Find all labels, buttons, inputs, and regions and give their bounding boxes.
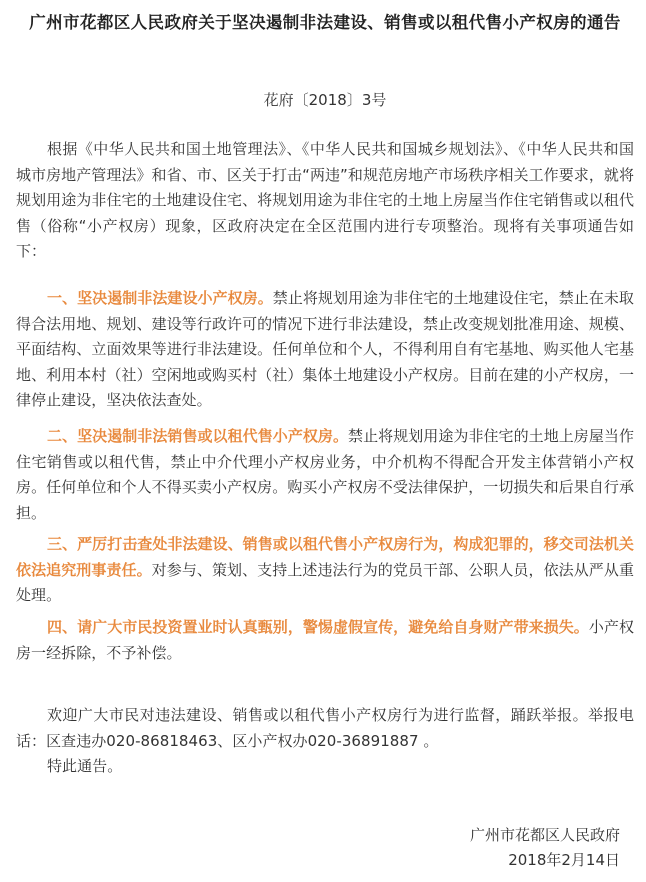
section-2-heading: 二、坚决遏制非法销售或以租代售小产权房。 xyxy=(47,427,349,445)
section-2-body: 禁止将规划用途为非住宅的土地上房屋当作住宅销售或以租代售，禁止中介代理小产权房业务，中介机构不得配合开发主体营销小产权房。任何单位和个人不得买卖小产权房。购买小产权房不受法律保护，一切损失和后果自行承担。 xyxy=(16,427,634,522)
section-1-heading: 一、坚决遏制非法建设小产权房。 xyxy=(47,289,273,307)
section-4-body: 小产权房一经拆除，不予补偿。 xyxy=(16,618,634,662)
section-2 xyxy=(16,424,634,526)
signature-date: 2018年2月14日 xyxy=(508,851,620,869)
closing-text: 特此通告。 xyxy=(47,757,123,775)
page-title: 广州市花都区人民政府关于坚决遏制非法建设、销售或以租代售小产权房的通告 xyxy=(29,13,621,32)
document-number: 花府〔2018〕3号 xyxy=(263,91,387,109)
section-3-heading: 三、严厉打击查处非法建设、销售或以租代售小产权房行为，构成犯罪的，移交司法机关依法追究刑事责任。 xyxy=(16,535,634,579)
section-4-heading: 四、请广大市民投资置业时认真甄别，警惕虚假宣传，避免给自身财产带来损失。 xyxy=(47,618,589,636)
report-paragraph: 欢迎广大市民对违法建设、销售或以租代售小产权房行为进行监督，踊跃举报。举报电话：区查违办020-86818463、区小产权办020-36891887 。 xyxy=(16,706,634,750)
intro-paragraph: 根据《中华人民共和国土地管理法》、《中华人民共和国城乡规划法》、《中华人民共和国城市房地产管理法》和省、市、区关于打击“两违”和规范房地产市场秩序相关工作要求，就将规划用途为非住宅的土地建设住宅、将规划用途为非住宅的土地上房屋当作住宅销售或以租代售（俗称“小产权房）现象，区政府决定在全区范围内进行专项整治。现将有关事项通告如下： xyxy=(16,140,634,260)
section-3 xyxy=(16,532,634,609)
section-1 xyxy=(16,286,634,414)
section-4 xyxy=(16,615,634,666)
section-3-body: 对参与、策划、支持上述违法行为的党员干部、公职人员，依法从严从重处理。 xyxy=(16,560,635,604)
section-1-body: 禁止将规划用途为非住宅的土地建设住宅，禁止在未取得合法用地、规划、建设等行政许可的情况下进行非法建设，禁止改变规划批准用途、规模、平面结构、立面效果等进行非法建设。任何单位和个人，不得利用自有宅基地、购买他人宅基地、利用本村（社）空闲地或购买村（社）集体土地建设小产权房。目前在建的小产权房，一律停止建设，坚决依法查处。 xyxy=(16,289,634,409)
signature-issuer: 广州市花都区人民政府 xyxy=(469,826,620,844)
